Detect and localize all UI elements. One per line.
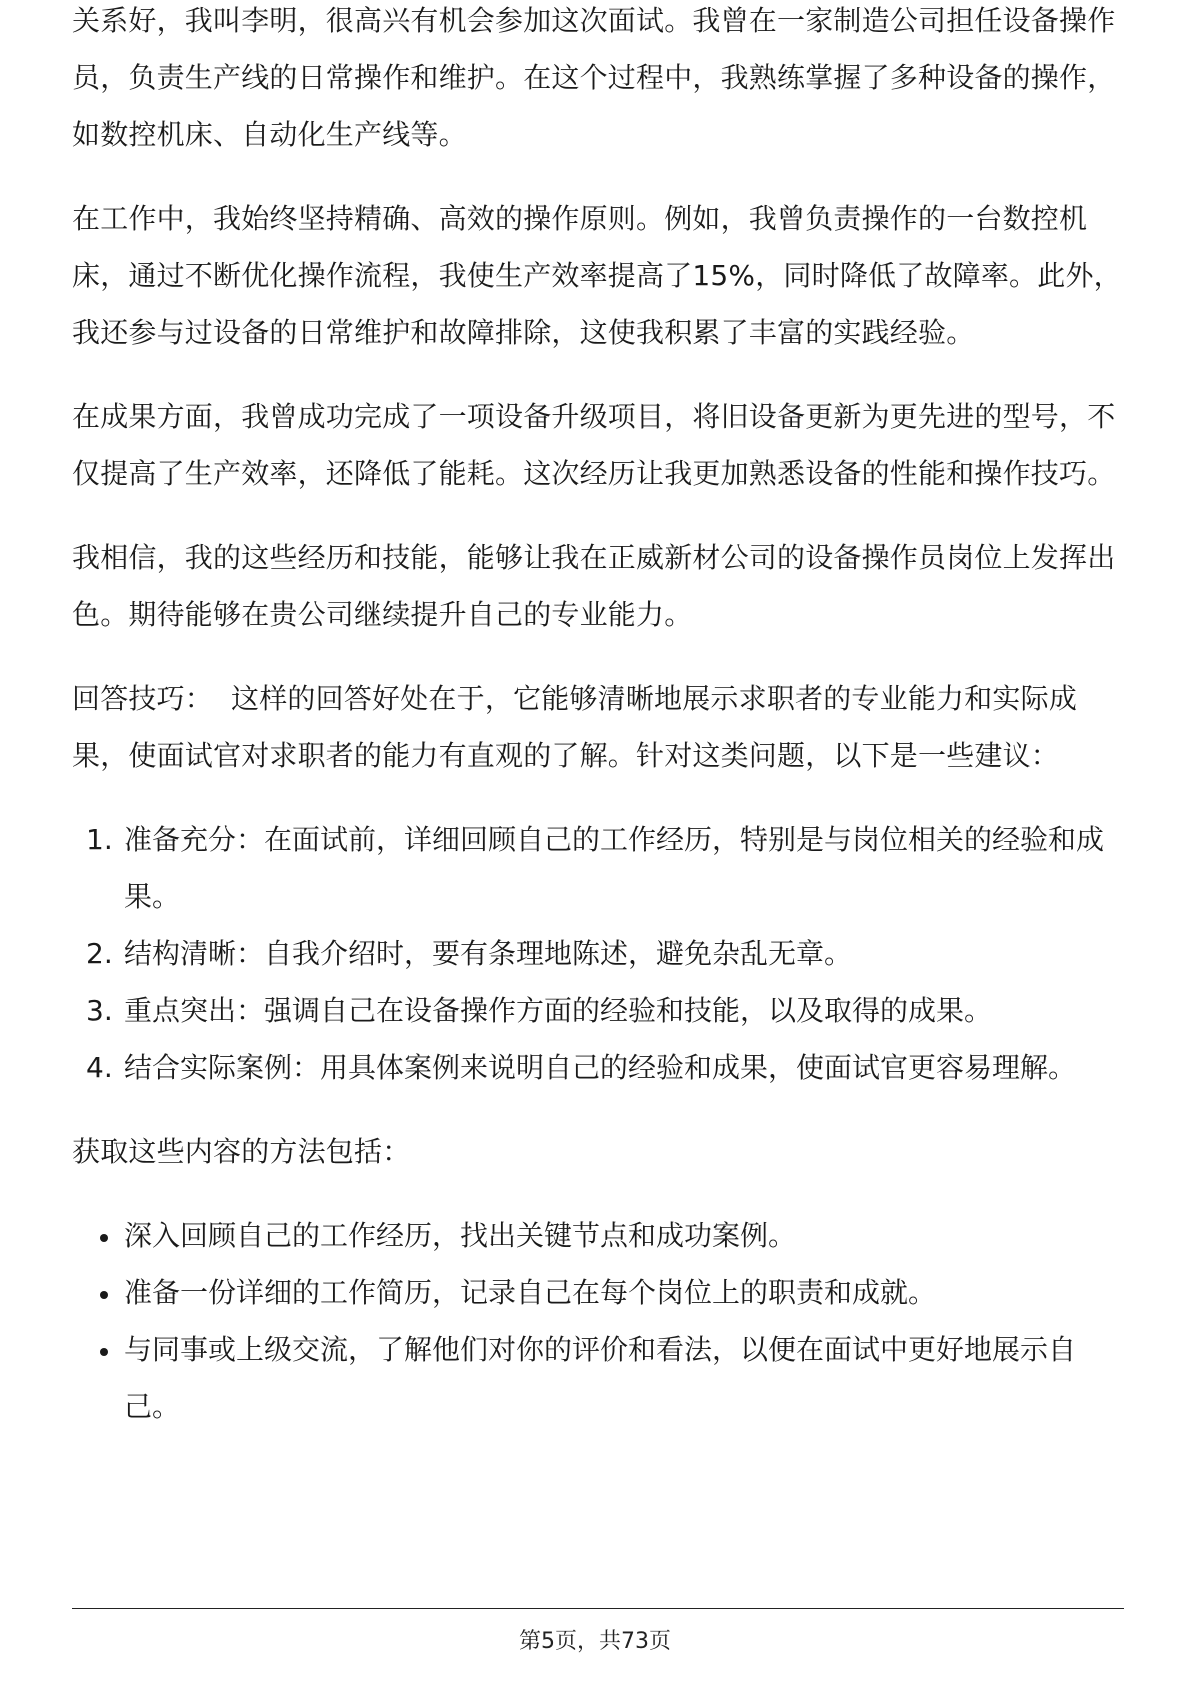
list-number: 1.	[86, 823, 113, 856]
page-number: 第5页，共73页	[519, 1629, 671, 1654]
list-item	[72, 1321, 1122, 1435]
list-item-text: 准备充分：在面试前，详细回顾自己的工作经历，特别是与岗位相关的经验和成果。	[124, 823, 1105, 913]
paragraph-tips	[72, 670, 1122, 784]
bullet-dot-icon	[100, 1348, 108, 1356]
paragraph-work: 在工作中，我始终坚持精确、高效的操作原则。例如，我曾负责操作的一台数控机床，通过不断优化操作流程，我使生产效率提高了15%，同时降低了故障率。此外，我还参与过设备的日常维护和故障排除，这使我积累了丰富的实践经验。	[72, 202, 1122, 349]
footer-divider	[72, 1608, 1124, 1609]
tips-label: 回答技巧：	[72, 682, 214, 715]
list-item	[72, 811, 1122, 925]
paragraph-achievements: 在成果方面，我曾成功完成了一项设备升级项目，将旧设备更新为更先进的型号，不仅提高了生产效率，还降低了能耗。这次经历让我更加熟悉设备的性能和操作技巧。	[72, 400, 1116, 490]
list-item	[72, 1207, 1122, 1264]
tips-numbered-list	[72, 811, 1122, 1096]
bullet-dot-icon	[100, 1234, 108, 1242]
list-item-text: 结合实际案例：用具体案例来说明自己的经验和成果，使面试官更容易理解。	[124, 1051, 1077, 1084]
list-number: 2.	[86, 937, 113, 970]
paragraph-intro: 关系好，我叫李明，很高兴有机会参加这次面试。我曾在一家制造公司担任设备操作员，负责生产线的日常操作和维护。在这个过程中，我熟练掌握了多种设备的操作，如数控机床、自动化生产线等。	[72, 4, 1116, 151]
list-item	[72, 1039, 1122, 1096]
paragraph-conclusion: 我相信，我的这些经历和技能，能够让我在正威新材公司的设备操作员岗位上发挥出色。期待能够在贵公司继续提升自己的专业能力。	[72, 541, 1116, 631]
paragraph-methods-intro: 获取这些内容的方法包括：	[72, 1135, 411, 1168]
page-content	[72, 4, 1122, 1462]
list-item	[72, 925, 1122, 982]
methods-bullet-list	[72, 1207, 1122, 1435]
list-item-text: 与同事或上级交流，了解他们对你的评价和看法，以便在面试中更好地展示自己。	[124, 1333, 1077, 1423]
list-item	[72, 982, 1122, 1039]
bullet-dot-icon	[100, 1291, 108, 1299]
tips-text: 这样的回答好处在于，它能够清晰地展示求职者的专业能力和实际成果，使面试官对求职者的能力有直观的了解。针对这类问题，以下是一些建议：	[72, 682, 1078, 772]
list-item-text: 准备一份详细的工作简历，记录自己在每个岗位上的职责和成就。	[124, 1276, 937, 1309]
list-number: 3.	[86, 994, 113, 1027]
list-number: 4.	[86, 1051, 113, 1084]
list-item-text: 结构清晰：自我介绍时，要有条理地陈述，避免杂乱无章。	[124, 937, 853, 970]
list-item-text: 深入回顾自己的工作经历，找出关键节点和成功案例。	[124, 1219, 797, 1252]
list-item-text: 重点突出：强调自己在设备操作方面的经验和技能，以及取得的成果。	[124, 994, 993, 1027]
list-item	[72, 1264, 1122, 1321]
